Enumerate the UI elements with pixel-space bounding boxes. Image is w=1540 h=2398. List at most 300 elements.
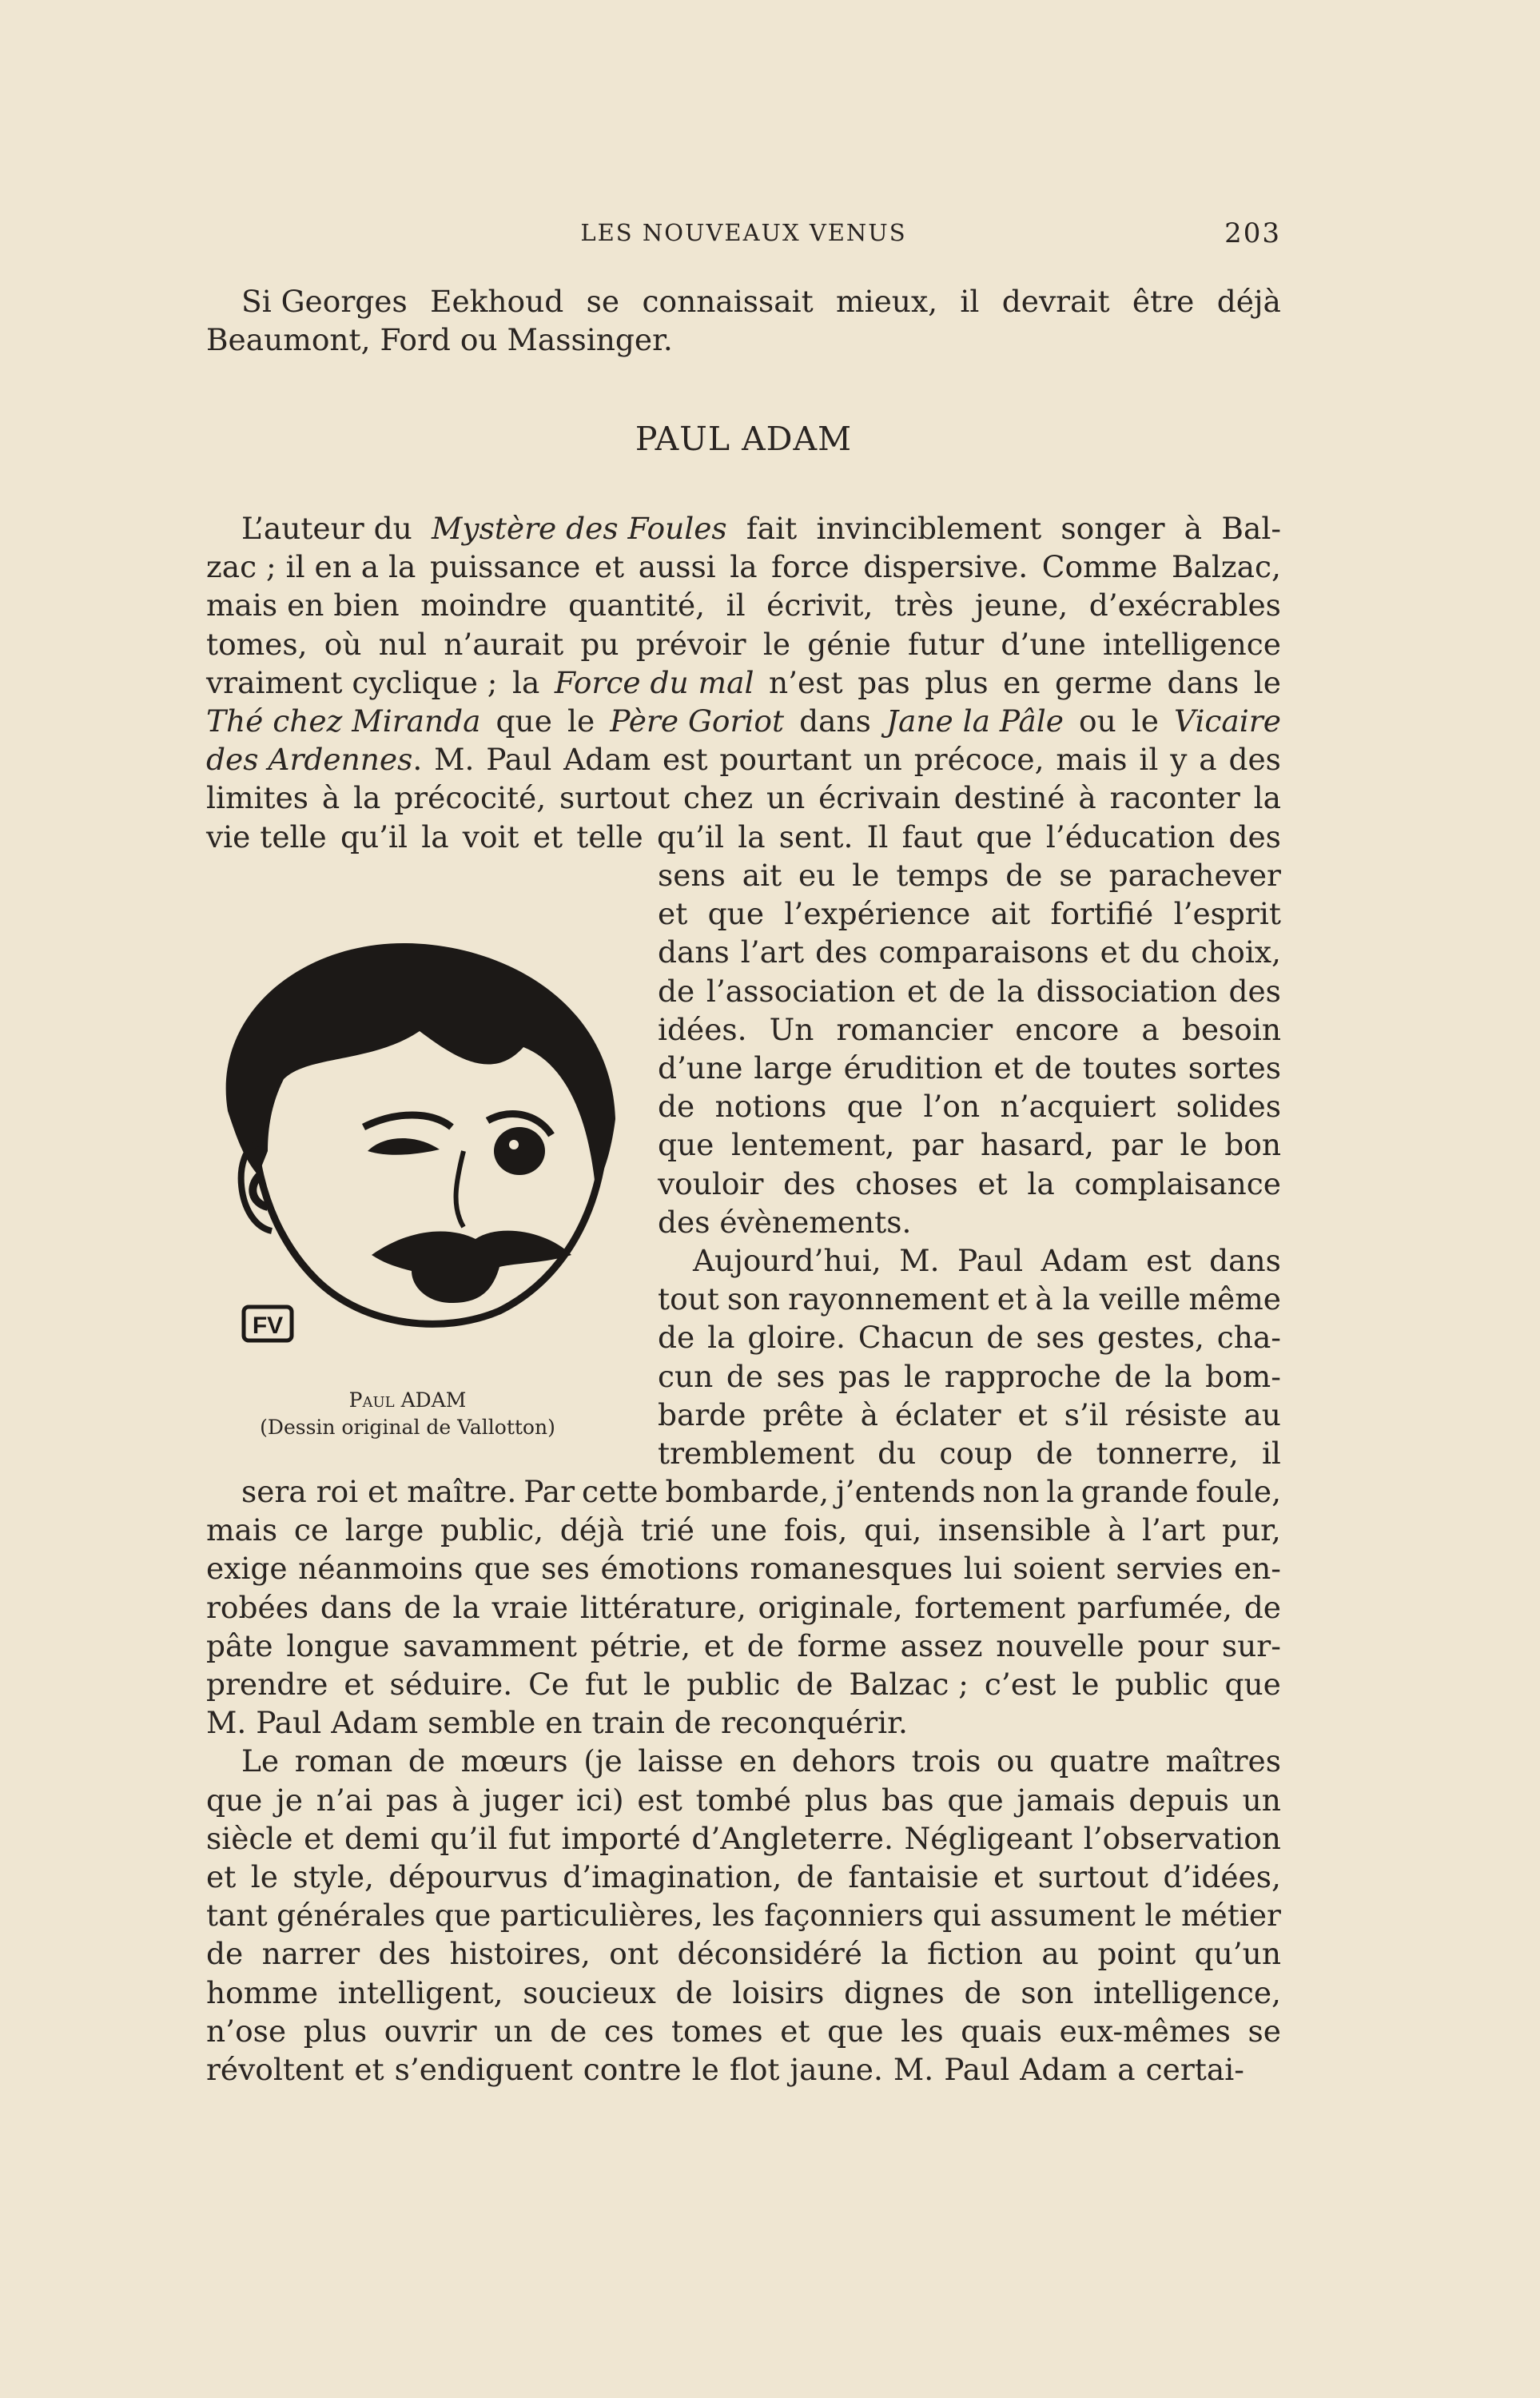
word: à [452,1782,470,1818]
word: prévoir [635,626,746,662]
word: notions [714,1089,827,1125]
word: de [1034,1050,1072,1086]
word: de [1114,1358,1152,1394]
word: roman [294,1743,393,1779]
word: les [712,1898,755,1934]
word: temps [896,858,989,893]
word: et [304,1820,334,1856]
word: de [1036,1436,1073,1472]
word: narrer [261,1936,360,1972]
word: encore [1015,1011,1120,1047]
word: pourtant [719,742,852,778]
word: complaisance [1074,1165,1281,1201]
word: n’ose [206,2013,287,2049]
word: histoires, [449,1936,591,1972]
text-line [658,1165,1281,1203]
word: Paul [486,742,552,778]
word: et [344,1667,374,1703]
word: cun [658,1358,714,1394]
word: dans [799,703,871,739]
word: soucieux [523,1974,656,2010]
text-line [206,625,1281,663]
text-line [658,894,1281,933]
word: qu’il [430,1820,498,1856]
word: un [766,780,806,816]
word: eu [798,858,836,893]
word: révoltent [206,2052,344,2088]
word: que [434,1898,491,1934]
word: de [408,1743,446,1779]
word: en [738,1743,777,1779]
word: à [860,1396,878,1432]
word: précocité, [394,780,547,816]
word: M. [434,742,475,778]
word: et [594,549,625,585]
paragraph-1 [206,509,1281,856]
word: de [796,1667,834,1703]
word: hasard, [980,1127,1094,1163]
text-line [206,1511,1281,1549]
page-number: 203 [1224,217,1281,249]
word: que [495,703,552,739]
word: grande [1080,1474,1189,1509]
word: parfumée, [1076,1589,1232,1625]
word: et [206,1859,237,1895]
word: qu’il [656,819,725,854]
word: barde [658,1396,746,1432]
word: ou [996,1743,1034,1779]
word: de [550,2013,587,2049]
word: chez [683,780,754,816]
word: à [321,780,340,816]
word: parachever [1108,858,1281,893]
word: il [1139,742,1159,778]
word: que [1224,1667,1281,1703]
text-line [206,740,1281,779]
word: romanesques [750,1551,953,1587]
word: la [511,664,540,700]
text-line [206,548,1281,586]
text-line [658,1010,1281,1049]
word: que [947,1782,1004,1818]
word: façonniers [764,1898,924,1934]
text-line [658,1049,1281,1087]
word: invinciblement [816,511,1042,546]
word: sent. [778,819,854,854]
word: le [1072,1667,1100,1703]
word: des [1228,819,1281,854]
word: puissance [429,549,581,585]
word: robées [206,1589,309,1625]
text-line [206,1627,1281,1665]
word: particulières, [499,1898,703,1934]
word: fut [584,1667,628,1703]
word: d’une [658,1050,743,1086]
word: contre [583,2052,682,2088]
word: homme [206,1974,319,2010]
word: lentement, [730,1127,895,1163]
word: de [948,973,986,1009]
word: choix, [1191,934,1281,970]
word: résiste [1124,1396,1228,1432]
word: gloire. [747,1320,846,1356]
word: Il [866,819,889,854]
word: choses [855,1165,958,1201]
word: très [893,588,954,623]
word: point [1097,1936,1176,1972]
word: public [686,1667,781,1703]
word: forme [797,1627,887,1663]
word: ou [1079,703,1116,739]
word: toutes [1082,1050,1177,1086]
word: l’association [706,973,896,1009]
word: ses [776,1358,826,1394]
word: néanmoins [298,1551,464,1587]
word: Le [241,1743,280,1779]
word: déjà [1216,284,1281,319]
word: de [726,1358,764,1394]
word: pas [858,664,910,700]
word: tombé [695,1782,792,1818]
word: fut [507,1820,551,1856]
text-line [206,1781,1281,1819]
text-line [206,1665,1281,1703]
word: c’est [984,1667,1057,1703]
word: fiction [927,1936,1023,1972]
word: il [960,284,980,319]
word: et [703,1627,734,1663]
word: (je [583,1743,623,1779]
word: le [250,1859,278,1895]
word: mœurs [460,1743,568,1779]
word: lui [963,1551,1002,1587]
word: des évènements. [658,1204,912,1240]
word: dehors [791,1743,896,1779]
word: un [1242,1782,1281,1818]
text-line [206,509,1281,548]
word: fait [746,511,798,546]
word: le [643,1667,671,1703]
word: intelligence [1103,626,1281,662]
text-line [658,1434,1281,1472]
word: et [993,1050,1024,1086]
word: songer [1060,511,1165,546]
word: ce [293,1512,329,1548]
word: par [912,1127,964,1163]
portrait-drawing [212,911,619,1367]
word: coup [939,1436,1013,1472]
text-line [206,586,1281,624]
word: force [771,549,850,585]
word: d’une [1001,626,1086,662]
word: et [1100,934,1130,970]
word: savamment [403,1627,577,1663]
word: tomes [671,2013,763,2049]
word: fois, [783,1512,848,1548]
word: au [1041,1936,1079,1972]
word: jeune, [974,588,1068,623]
word: Adam [563,742,651,778]
word: raconter [1109,780,1240,816]
word: qui [933,1898,981,1934]
word: même [1188,1281,1281,1317]
word: s’endiguent [394,2052,573,2088]
word: émotions [600,1551,739,1587]
word: que [707,896,765,932]
word: ait [990,896,1031,932]
word: l’expérience [784,896,971,932]
word: surtout [1037,1859,1148,1895]
text-line [206,1588,1281,1627]
text-line [206,1472,1281,1511]
word: il [1261,1436,1281,1472]
word: pas [838,1358,891,1394]
paragraph-1-continued [658,856,1281,1472]
word: maîtres [1165,1743,1281,1779]
word: des [378,1936,432,1972]
word: s’il [1064,1396,1108,1432]
word: et [780,2013,810,2049]
word: futur [908,626,985,662]
word: M. [899,1243,940,1279]
word: la [881,1936,909,1972]
word: se [1059,858,1092,893]
word: telle [576,819,643,854]
word: public, [440,1512,544,1548]
text-line [206,1549,1281,1587]
word: cette [582,1474,659,1509]
word: quantité, [568,588,706,623]
word: fantaisie [848,1859,979,1895]
artist-monogram: FV [252,1313,284,1339]
word: des [1228,973,1281,1009]
word: la [1046,1474,1074,1509]
word: Aujourd’hui, [693,1243,881,1279]
word: et [977,1165,1008,1201]
word: et [532,819,563,854]
word: au [1244,1396,1281,1432]
word: j’entends [836,1474,976,1509]
word: fortement [914,1589,1065,1625]
word: ouvrir [384,2013,477,2049]
word: faut [901,819,963,854]
word: bom- [1205,1358,1281,1394]
word: surtout [559,780,671,816]
word: être [1132,284,1195,319]
word: longue [286,1627,390,1663]
word: le [1253,664,1281,700]
word: Paul [944,2052,1010,2088]
word: son [727,1281,780,1317]
word: d’imagination, [563,1859,782,1895]
word: de [1244,1589,1281,1625]
text-line [206,1974,1281,2012]
word: Paul [957,1243,1024,1279]
word: Vicaire [1174,703,1281,739]
word: des [1228,742,1281,778]
word: prête [762,1396,844,1432]
word: se [586,284,620,319]
word: connaissait [642,284,814,319]
word: assez [900,1627,983,1663]
word: laisse [638,1743,724,1779]
text-line [658,1357,1281,1396]
word: trois [911,1743,981,1779]
word: son [1021,1974,1074,2010]
word: du [1140,934,1180,970]
word: germe [1055,664,1152,700]
word: ces [603,2013,655,2049]
word: juger [483,1782,563,1818]
word: séduire. [389,1667,513,1703]
word: écrivain [818,780,941,816]
word: de [658,973,695,1009]
word: que [846,1089,904,1125]
text-line [206,282,1281,321]
word: à [1078,780,1096,816]
word: de [658,1320,695,1356]
text-line [658,856,1281,894]
word: zac ; il en a la [206,549,416,585]
word: ses [541,1551,590,1587]
word: solides [1176,1089,1281,1125]
word: tomes, [206,626,308,662]
word: par [1111,1127,1163,1163]
word: de [658,1089,695,1125]
running-title: LES NOUVEAUX VENUS [580,219,907,246]
word: Balzac, [1171,549,1281,585]
word: le [567,703,595,739]
word: l’éducation [1045,819,1216,854]
word: prendre [206,1667,328,1703]
word: nouvelle [996,1627,1124,1663]
word: gestes, [1097,1320,1204,1356]
word: l’esprit [1173,896,1281,932]
word: de [675,1974,713,2010]
word: à la veille [1035,1281,1181,1317]
word: moindre [420,588,547,623]
word: l’observation [1083,1820,1281,1856]
word: le [904,1358,932,1394]
word: romancier [836,1011,993,1047]
word: du [877,1436,917,1472]
word: tout [658,1281,719,1317]
word: qui, [864,1512,922,1548]
word: mais [206,1512,278,1548]
word: rayonnement [788,1281,989,1317]
word: n’aurait [444,626,564,662]
text-line [206,2050,1281,2089]
word: que [976,819,1033,854]
word: Chacun [858,1320,974,1356]
word: jamais [1017,1782,1116,1818]
word: mais en bien [206,588,400,623]
word: Eekhoud [430,284,564,319]
word: la [1253,780,1281,816]
word: générales [277,1898,426,1934]
word: vraie [491,1589,569,1625]
word: le [762,626,791,662]
word: un [863,742,902,778]
word: le [691,2052,719,2088]
word: rapproche [944,1358,1101,1394]
word: est [637,1782,682,1818]
word: génie [807,626,891,662]
word: Comme [1041,549,1158,585]
word: destiné [953,780,1065,816]
word: a [1141,1011,1160,1047]
word: et [997,1281,1028,1317]
word: large [344,1512,424,1548]
word: à [1184,511,1203,546]
word: aussi [638,549,716,585]
word: les [901,2013,944,2049]
text-line [658,1203,1281,1241]
word: Adam [1041,1243,1128,1279]
word: quatre [1049,1743,1150,1779]
word: Mystère des Foules [432,511,727,546]
word: des [783,1165,836,1201]
word: le [1144,1898,1172,1934]
word: sens [658,858,726,893]
word: précoce, [913,742,1045,778]
word: plus [303,2013,368,2049]
word: Si Georges [241,284,408,319]
word: est [663,742,708,778]
word: Ce [528,1667,570,1703]
word: voit [462,819,519,854]
word: littérature, [579,1589,746,1625]
word: de [206,1936,244,1972]
word: dissociation [1036,973,1217,1009]
section-title: PAUL ADAM [635,420,853,458]
text-line [206,1819,1281,1858]
word: de [796,1859,834,1895]
word: nul [378,626,428,662]
word: Beaumont, Ford ou Massinger. [206,322,673,358]
word: Thé chez Miranda [206,703,481,739]
text-line [658,1280,1281,1318]
word: dignes [844,1974,945,2010]
word: tonnerre, [1096,1436,1239,1472]
word: pu [580,626,619,662]
word: n’acquiert [1000,1089,1156,1125]
word: siècle [206,1820,293,1856]
text-line [206,779,1281,817]
word: loisirs [732,1974,825,2010]
word: pur, [1221,1512,1281,1548]
word: de [746,1627,784,1663]
word: Par [523,1474,575,1509]
word: mieux, [836,284,938,319]
word: où [324,626,362,662]
word: intelligence, [1093,1974,1281,2010]
word: non [982,1474,1040,1509]
text-line [206,818,1281,856]
word: déjà [559,1512,624,1548]
word: et [993,1859,1024,1895]
word: de [404,1589,441,1625]
word: d’Angleterre. [691,1820,893,1856]
word: Père Goriot [610,703,785,739]
word: le [852,858,880,893]
word: la [452,1589,480,1625]
word: ici) [576,1782,624,1818]
text-line [206,1858,1281,1896]
word: plus [804,1782,869,1818]
word: bombarde, [665,1474,830,1509]
word: dans [1167,664,1240,700]
